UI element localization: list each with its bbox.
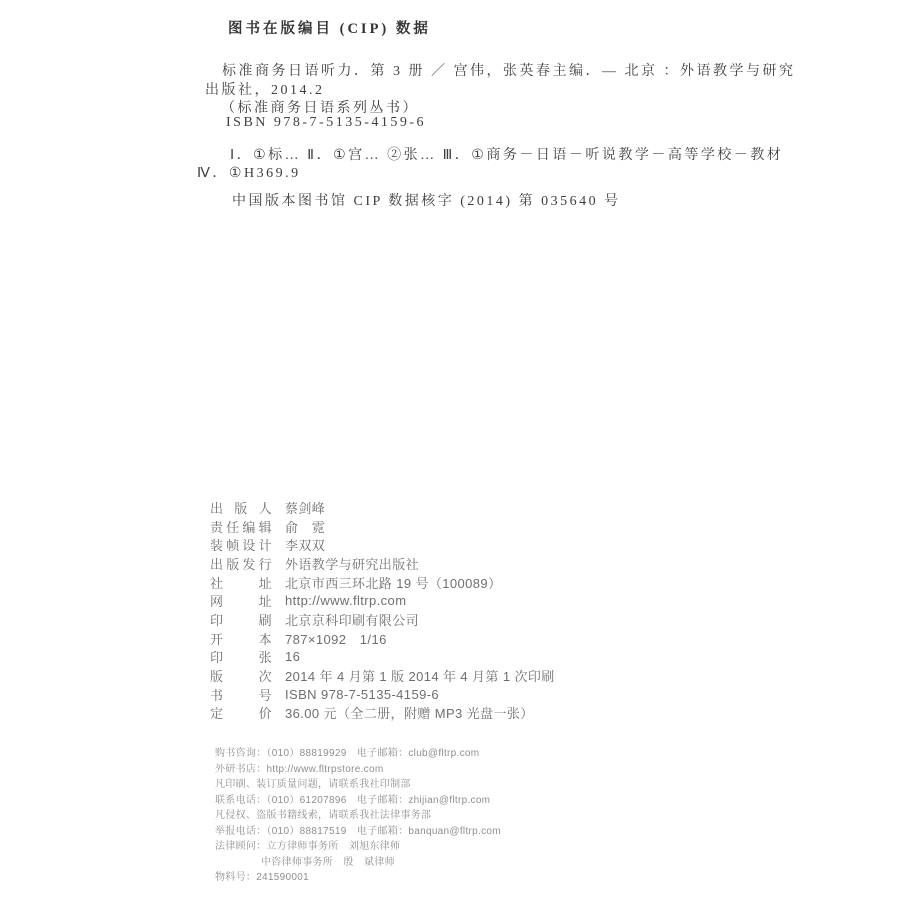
colophon-row-label: 开本 <box>210 631 272 647</box>
fine-print-line: 凡印刷、装订质量问题，请联系我社印制部 <box>215 779 411 790</box>
colophon-row-value: 俞 霓 <box>285 519 326 535</box>
colophon-row-value: 外语教学与研究出版社 <box>285 556 420 572</box>
colophon-row-label: 网址 <box>210 594 272 610</box>
colophon-row-value: 北京市西三环北路 19 号（100089） <box>285 575 502 591</box>
colophon-row-label: 装帧设计 <box>210 538 272 554</box>
colophon-row <box>210 685 555 704</box>
colophon-row-value: http://www.fltrp.com <box>285 593 407 609</box>
colophon-row <box>210 517 555 536</box>
colophon-row <box>210 610 555 629</box>
colophon-row-label: 出版人 <box>210 500 272 516</box>
cip-record-line-2: 出版社，2014.2 <box>205 83 325 98</box>
fine-print-line: 法律顾问：立方律师事务所 刘旭东律师 <box>215 841 401 852</box>
colophon-row <box>210 591 555 610</box>
cip-series-note: （标准商务日语系列丛书） <box>221 101 419 116</box>
cip-classification-line-1: Ⅰ．①标… Ⅱ．①宫… ②张… Ⅲ．①商务－日语－听说教学－高等学校－教材 <box>230 148 784 163</box>
colophon-row-label: 社址 <box>210 575 272 591</box>
cip-data-header: 图书在版编目 (CIP) 数据 <box>228 21 431 37</box>
colophon-row <box>210 704 555 723</box>
colophon-row-label: 书号 <box>210 687 272 703</box>
colophon <box>210 498 555 722</box>
colophon-row <box>210 629 555 648</box>
colophon-row-value: ISBN 978-7-5135-4159-6 <box>285 686 440 702</box>
fine-print <box>215 746 501 886</box>
colophon-row-value: 16 <box>285 649 301 665</box>
colophon-row-label: 责任编辑 <box>210 519 272 535</box>
colophon-row-label: 出版发行 <box>210 556 272 572</box>
colophon-row <box>210 666 555 685</box>
colophon-row-value: 北京京科印刷有限公司 <box>285 612 420 628</box>
colophon-row-value: 李双双 <box>285 538 326 554</box>
colophon-row-label: 印刷 <box>210 612 272 628</box>
colophon-row <box>210 554 555 573</box>
cip-record-line-1: 标准商务日语听力．第 3 册 ／ 宫伟，张英春主编．— 北京 ：外语教学与研究 <box>222 64 796 79</box>
fine-print-line: 外研书店：http://www.fltrpstore.com <box>215 763 384 775</box>
colophon-row-label: 印张 <box>210 650 272 666</box>
colophon-row <box>210 535 555 554</box>
colophon-row-value: 2014 年 4 月第 1 版 2014 年 4 月第 1 次印刷 <box>285 669 555 685</box>
material-number-line: 物料号：241590001 <box>215 872 309 883</box>
colophon-row-value: 蔡剑峰 <box>285 500 326 516</box>
cip-isbn: ISBN 978-7-5135-4159-6 <box>226 115 427 130</box>
colophon-row-label: 定价 <box>210 706 272 722</box>
colophon-row-value: 36.00 元（全二册，附赠 MP3 光盘一张） <box>285 706 534 722</box>
colophon-row-value: 787×1092 1/16 <box>285 631 387 647</box>
cip-registry-number: 中国版本图书馆 CIP 数据核字 (2014) 第 035640 号 <box>232 194 621 209</box>
fine-print-line: 中咨律师事务所 殷 斌律师 <box>261 856 395 868</box>
fine-print-line: 举报电话：（010）88817519 电子邮箱：banquan@fltrp.com <box>215 825 501 837</box>
colophon-row <box>210 498 555 517</box>
fine-print-line: 联系电话：（010）61207896 电子邮箱：zhijian@fltrp.com <box>215 794 491 806</box>
colophon-row <box>210 648 555 667</box>
fine-print-line: 购书咨询：（010）88819929 电子邮箱：club@fltrp.com <box>215 748 480 759</box>
colophon-row-label: 版次 <box>210 669 272 685</box>
colophon-row <box>210 573 555 592</box>
fine-print-line: 凡侵权、盗版书籍线索，请联系我社法律事务部 <box>215 810 432 821</box>
cip-classification-line-2: Ⅳ．①H369.9 <box>197 166 301 181</box>
